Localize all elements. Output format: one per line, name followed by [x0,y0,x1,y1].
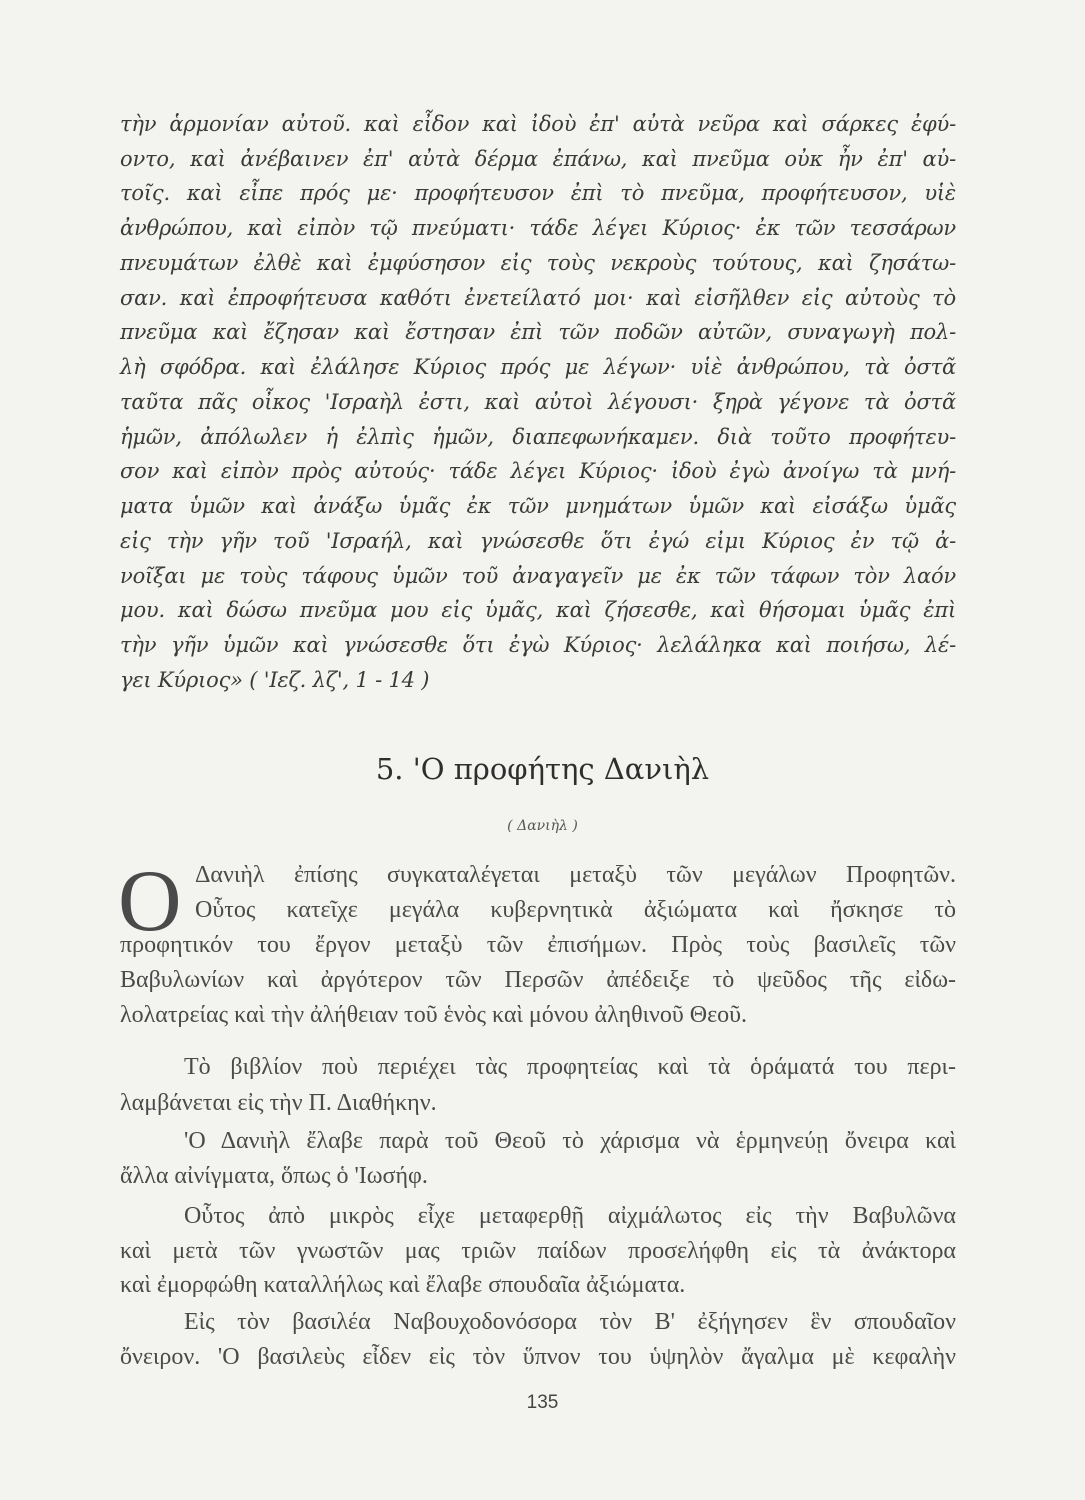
text-line: λὴ σφόδρα. καὶ ἐλάλησε Κύριος πρός με λέγων· υἱὲ ἀνθρώπου, τὰ ὀστᾶ [120,355,956,379]
text-line: νοῖξαι με τοὺς τάφους ὑμῶν τοῦ ἀναγαγεῖν με ἐκ τῶν τάφων τὸν λαόν [120,564,956,588]
text-line: ἀνθρώπου, καὶ εἰπὸν τῷ πνεύματι· τάδε λέγει Κύριος· ἐκ τῶν τεσσάρων [120,216,956,240]
text-line: τὴν ἁρμονίαν αὐτοῦ. καὶ εἶδον καὶ ἰδοὺ ἐπ' αὐτὰ νεῦρα καὶ σάρκες ἐφύ- [120,112,956,136]
text-line: καὶ μετὰ τῶν γνωστῶν μας τριῶν παίδων προσελήφθη εἰς τὰ ἀνάκτορα [120,1238,956,1264]
text-line: λαμβάνεται εἰς τὴν Π. Διαθήκην. [120,1090,437,1116]
drop-cap: O [118,853,182,950]
section-heading: 5. 'Ο προφήτης Δανιὴλ [375,752,710,786]
text-line: σον καὶ εἰπὸν πρὸς αὐτούς· τάδε λέγει Κύριος· ἰδοὺ ἐγὼ ἀνοίγω τὰ μνή- [120,459,956,483]
text-line: ὄνειρον. 'Ο βασιλεὺς εἶδεν εἰς τὸν ὕπνον του ὑψηλὸν ἄγαλμα μὲ κεφαλὴν [120,1344,956,1370]
text-line: 'Ο Δανιὴλ ἔλαβε παρὰ τοῦ Θεοῦ τὸ χάρισμα νὰ ἑρμηνεύῃ ὄνειρα καὶ [184,1128,956,1154]
text-line: μου. καὶ δώσω πνεῦμα μου εἰς ὑμᾶς, καὶ ζήσεσθε, καὶ θήσομαι ὑμᾶς ἐπὶ [120,598,956,622]
text-line: προφητικόν του ἔργον μεταξὺ τῶν ἐπισήμων. Πρὸς τοὺς βασιλεῖς τῶν [120,932,956,958]
text-line: ἡμῶν, ἀπόλωλεν ἡ ἐλπὶς ἡμῶν, διαπεφωνήκαμεν. διὰ τοῦτο προφήτευ- [120,425,956,449]
text-line: οντο, καὶ ἀνέβαινεν ἐπ' αὐτὰ δέρμα ἐπάνω, καὶ πνεῦμα οὐκ ἦν ἐπ' αὐ- [120,147,956,171]
text-line: ματα ὑμῶν καὶ ἀνάξω ὑμᾶς ἐκ τῶν μνημάτων ὑμῶν καὶ εἰσάξω ὑμᾶς [120,494,956,518]
text-line: Εἰς τὸν βασιλέα Ναβουχοδονόσορα τὸν Β' ἐξήγησεν ἓν σπουδαῖον [184,1309,956,1335]
section-subtitle: ( Δανιὴλ ) [507,818,578,834]
text-line: Οὗτος κατεῖχε μεγάλα κυβερνητικὰ ἀξιώματα καὶ ἤσκησε τὸ [195,897,956,923]
text-line: εἰς τὴν γῆν τοῦ 'Ισραήλ, καὶ γνώσεσθε ὅτι ἐγώ εἰμι Κύριος ἐν τῷ ἀ- [120,529,956,553]
text-line: ἄλλα αἰνίγματα, ὅπως ὁ 'Ιωσήφ. [120,1163,428,1189]
text-line: Βαβυλωνίων καὶ ἀργότερον τῶν Περσῶν ἀπέδειξε τὸ ψεῦδος τῆς εἰδω- [120,967,956,993]
citation-line: γει Κύριος» ( 'Ιεζ. λζ', 1 - 14 ) [120,668,430,692]
text-line: Οὗτος ἀπὸ μικρὸς εἶχε μεταφερθῇ αἰχμάλωτος εἰς τὴν Βαβυλῶνα [184,1203,956,1229]
page-number: 135 [526,1392,559,1413]
text-line: τοῖς. καὶ εἶπε πρός με· προφήτευσον ἐπὶ τὸ πνεῦμα, προφήτευσον, υἱὲ [120,181,956,205]
text-line: λολατρείας καὶ τὴν ἀλήθειαν τοῦ ἑνὸς καὶ μόνου ἀληθινοῦ Θεοῦ. [120,1002,748,1028]
text-line: Δανιὴλ ἐπίσης συγκαταλέγεται μεταξὺ τῶν μεγάλων Προφητῶν. [195,862,956,888]
text-line: πνευμάτων ἐλθὲ καὶ ἐμφύσησον εἰς τοὺς νεκροὺς τούτους, καὶ ζησάτω- [120,251,956,275]
text-line: Τὸ βιβλίον ποὺ περιέχει τὰς προφητείας καὶ τὰ ὁράματά του περι- [184,1054,956,1080]
text-line: πνεῦμα καὶ ἔζησαν καὶ ἔστησαν ἐπὶ τῶν ποδῶν αὐτῶν, συναγωγὴ πολ- [120,320,956,344]
text-line: σαν. καὶ ἐπροφήτευσα καθότι ἐνετείλατό μοι· καὶ εἰσῆλθεν εἰς αὐτοὺς τὸ [120,286,956,310]
text-line: καὶ ἐμορφώθη καταλλήλως καὶ ἔλαβε σπουδαῖα ἀξιώματα. [120,1272,686,1298]
text-line: τὴν γῆν ὑμῶν καὶ γνώσεσθε ὅτι ἐγὼ Κύριος· λελάληκα καὶ ποιήσω, λέ- [120,633,956,657]
text-line: ταῦτα πᾶς οἶκος 'Ισραὴλ ἐστι, καὶ αὐτοὶ λέγουσι· ξηρὰ γέγονε τὰ ὀστᾶ [120,390,956,414]
